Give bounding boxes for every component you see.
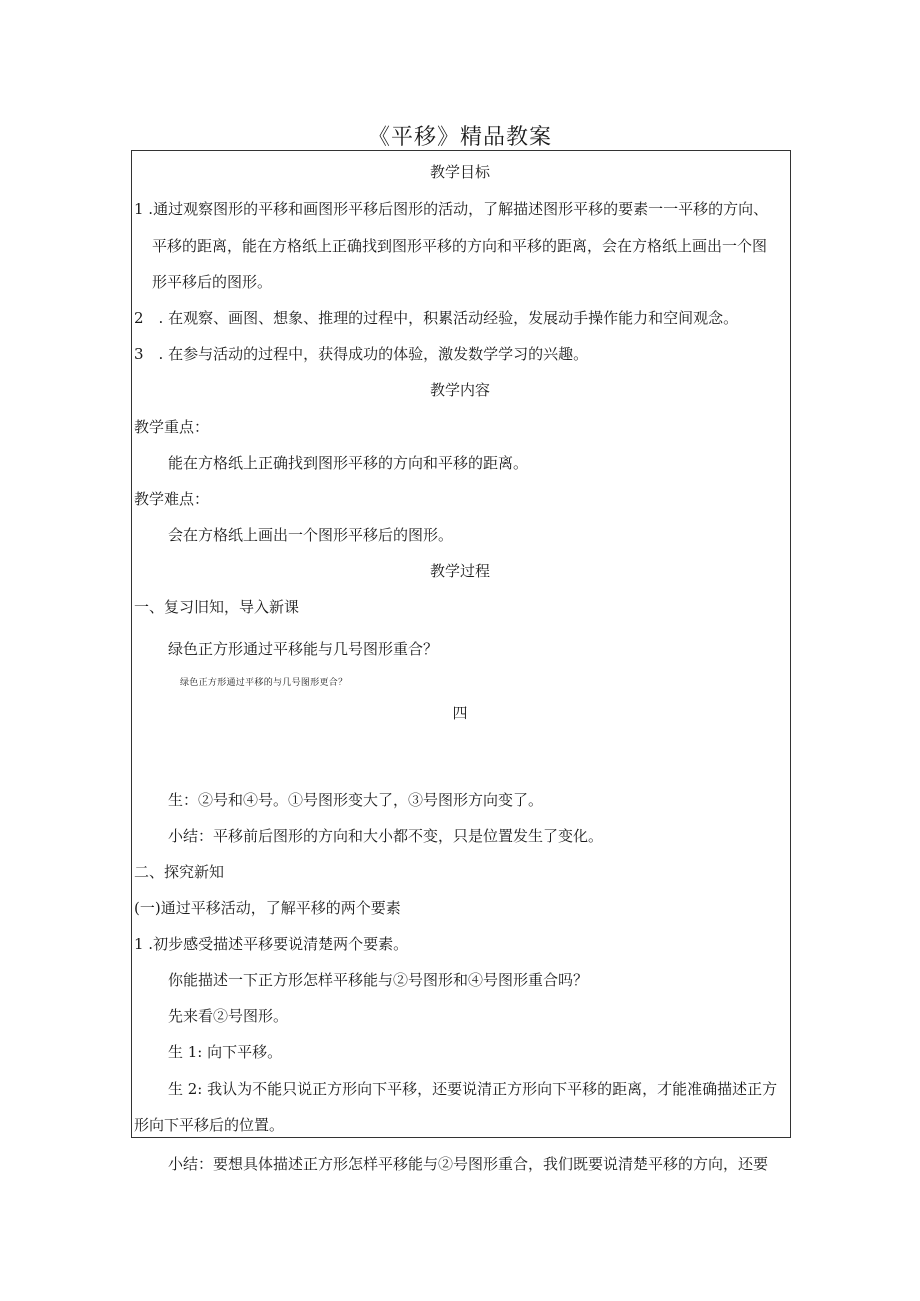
text-line: 教学难点： bbox=[134, 490, 210, 508]
text-line: 3 . 在参与活动的过程中，获得成功的体验，激发数学学习的兴趣。 bbox=[134, 345, 589, 363]
text-line: 先来看②号图形。 bbox=[168, 1007, 289, 1025]
section-heading: 教学过程 bbox=[429, 562, 490, 580]
text-line: 你能描述一下正方形怎样平移能与②号图形和④号图形重合吗？ bbox=[168, 971, 589, 989]
text-line: 二、探究新知 bbox=[134, 863, 225, 881]
section-heading: 四 bbox=[452, 704, 468, 722]
text-line: 生：②号和④号。①号图形变大了，③号图形方向变了。 bbox=[168, 791, 544, 809]
text-line: 一、复习旧知，导入新课 bbox=[134, 598, 300, 616]
text-line: (一)通过平移活动，了解平移的两个要素 bbox=[134, 899, 401, 917]
text-line: 2 . 在观察、画图、想象、推理的过程中，积累活动经验，发展动手操作能力和空间观念。 bbox=[134, 309, 739, 327]
text-line: 生 2: 我认为不能只说正方形向下平移，还要说清正方形向下平移的距离，才能准确描述正方 bbox=[168, 1080, 778, 1098]
document-title: 《平移》精品教案 bbox=[367, 125, 552, 150]
text-line: 生 1: 向下平移。 bbox=[168, 1043, 283, 1061]
text-line: 形向下平移后的位置。 bbox=[134, 1116, 285, 1134]
text-line: 1 .初步感受描述平移要说清楚两个要素。 bbox=[134, 935, 409, 953]
text-line: 教学重点： bbox=[134, 418, 210, 436]
text-line: 会在方格纸上画出一个图形平移后的图形。 bbox=[168, 526, 454, 544]
section-heading: 教学目标 bbox=[429, 163, 490, 181]
text-line: 平移的距离，能在方格纸上正确找到图形平移的方向和平移的距离，会在方格纸上画出一个图 bbox=[152, 237, 768, 255]
section-heading: 教学内容 bbox=[429, 381, 490, 399]
text-line: 形平移后的图形。 bbox=[152, 273, 273, 291]
text-line: 绿色正方形通过平移的与几号图形更合？ bbox=[180, 678, 348, 688]
text-line: 小结：要想具体描述正方形怎样平移能与②号图形重合，我们既要说清楚平移的方向，还要 bbox=[168, 1155, 769, 1173]
text-line: 能在方格纸上正确找到图形平移的方向和平移的距离。 bbox=[168, 454, 529, 472]
text-line: 绿色正方形通过平移能与几号图形重合？ bbox=[168, 640, 439, 658]
text-line: 小结：平移前后图形的方向和大小都不变，只是位置发生了变化。 bbox=[168, 827, 604, 845]
text-line: 1 .通过观察图形的平移和画图形平移后图形的活动，了解描述图形平移的要素一一平移的方向、 bbox=[134, 200, 769, 218]
